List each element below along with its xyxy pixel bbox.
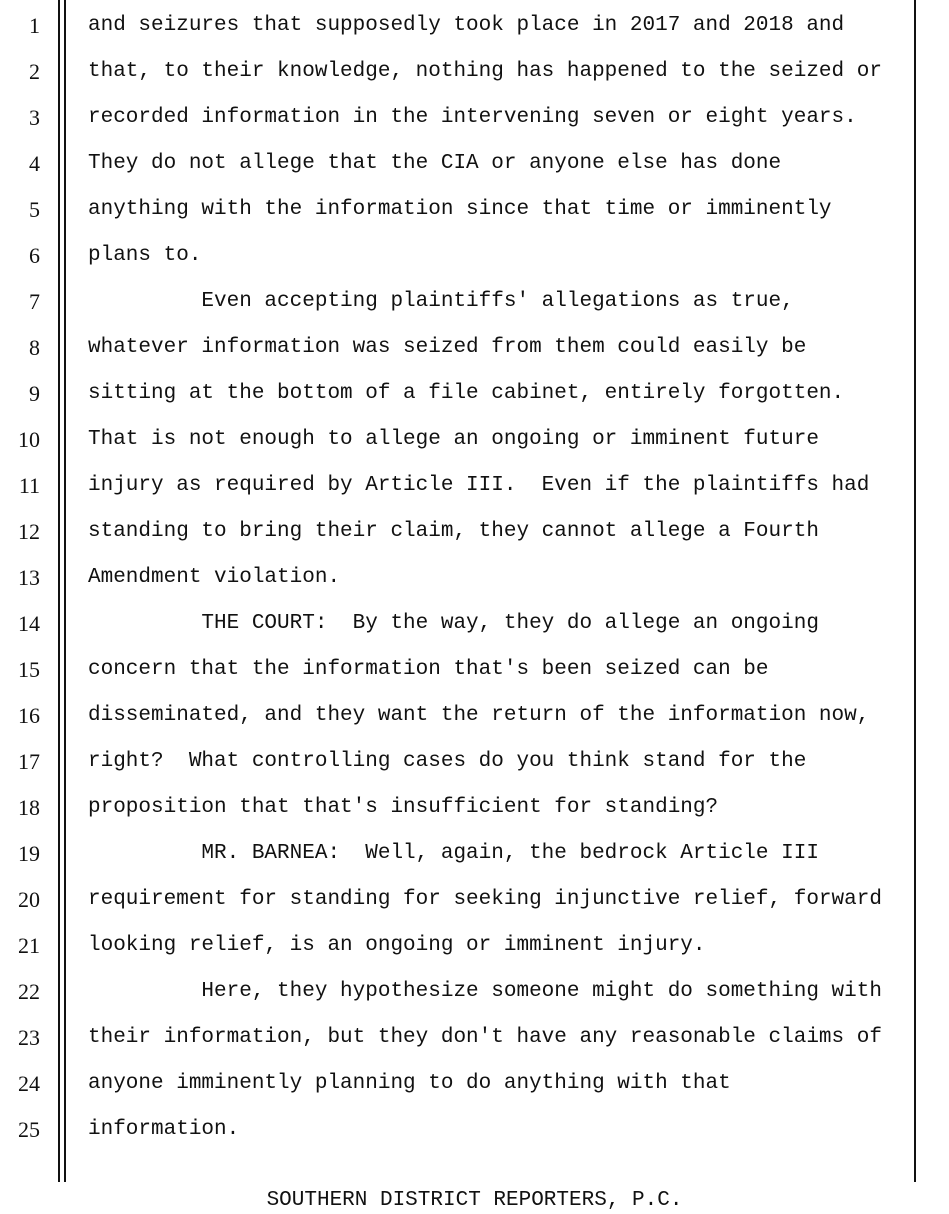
line-text: their information, but they don't have any reasonable claims of <box>88 1026 882 1049</box>
line-text: disseminated, and they want the return of the information now, <box>88 704 870 727</box>
line-number: 1 <box>29 13 40 38</box>
line-text: THE COURT: By the way, they do allege an ongoing <box>88 612 819 635</box>
transcript-line <box>0 787 949 833</box>
line-number: 15 <box>18 657 40 682</box>
line-number: 25 <box>18 1117 40 1142</box>
line-number: 3 <box>29 105 40 130</box>
line-text: looking relief, is an ongoing or imminent injury. <box>88 934 706 957</box>
line-text: proposition that that's insufficient for standing? <box>88 796 719 819</box>
transcript-line <box>0 695 949 741</box>
line-number: 16 <box>18 703 40 728</box>
transcript-line <box>0 51 949 97</box>
line-text: that, to their knowledge, nothing has happened to the seized or <box>88 60 882 83</box>
transcript-line <box>0 465 949 511</box>
line-number: 11 <box>18 473 40 498</box>
line-number: 20 <box>18 887 40 912</box>
line-text: That is not enough to allege an ongoing or imminent future <box>88 428 819 451</box>
line-number: 2 <box>29 59 40 84</box>
line-text: information. <box>88 1118 240 1141</box>
line-text: anything with the information since that time or imminently <box>88 198 832 221</box>
court-reporter-footer: SOUTHERN DISTRICT REPORTERS, P.C. <box>266 1189 683 1212</box>
transcript-line <box>0 511 949 557</box>
line-number: 17 <box>18 749 40 774</box>
line-text: They do not allege that the CIA or anyone else has done <box>88 152 782 175</box>
transcript-line <box>0 1017 949 1063</box>
line-number: 22 <box>18 979 40 1004</box>
line-text: and seizures that supposedly took place in 2017 and 2018 and <box>88 14 845 37</box>
transcript-line <box>0 281 949 327</box>
transcript-line <box>0 373 949 419</box>
line-text: injury as required by Article III. Even if the plaintiffs had <box>88 474 870 497</box>
line-number: 6 <box>29 243 40 268</box>
transcript-line <box>0 5 949 51</box>
line-number: 5 <box>29 197 40 222</box>
line-number: 19 <box>18 841 40 866</box>
transcript-line <box>0 879 949 925</box>
line-number: 7 <box>29 289 40 314</box>
line-text: sitting at the bottom of a file cabinet, entirely forgotten. <box>88 382 845 405</box>
line-text: plans to. <box>88 244 202 267</box>
line-text: MR. BARNEA: Well, again, the bedrock Article III <box>88 842 819 865</box>
line-text: Here, they hypothesize someone might do something with <box>88 980 882 1003</box>
line-number: 21 <box>18 933 40 958</box>
line-number: 14 <box>18 611 40 636</box>
transcript-line <box>0 419 949 465</box>
line-text: Even accepting plaintiffs' allegations as true, <box>88 290 794 313</box>
line-number: 23 <box>18 1025 40 1050</box>
line-text: concern that the information that's been seized can be <box>88 658 769 681</box>
transcript-line <box>0 1109 949 1155</box>
transcript-line <box>0 189 949 235</box>
transcript-line <box>0 741 949 787</box>
transcript-line <box>0 97 949 143</box>
transcript-lines <box>0 5 949 1155</box>
line-text: standing to bring their claim, they cannot allege a Fourth <box>88 520 819 543</box>
line-text: recorded information in the intervening seven or eight years. <box>88 106 857 129</box>
line-number: 12 <box>18 519 40 544</box>
transcript-line <box>0 925 949 971</box>
transcript-line <box>0 971 949 1017</box>
transcript-line <box>0 833 949 879</box>
transcript-line <box>0 1063 949 1109</box>
line-number: 10 <box>18 427 40 452</box>
line-number: 8 <box>29 335 40 360</box>
transcript-line <box>0 143 949 189</box>
transcript-line <box>0 557 949 603</box>
line-number: 24 <box>18 1071 40 1096</box>
line-number: 18 <box>18 795 40 820</box>
transcript-line <box>0 327 949 373</box>
line-number: 4 <box>29 151 40 176</box>
transcript-line <box>0 235 949 281</box>
line-number: 13 <box>18 565 40 590</box>
line-text: Amendment violation. <box>88 566 341 589</box>
transcript-line <box>0 649 949 695</box>
line-text: right? What controlling cases do you think stand for the <box>88 750 807 773</box>
line-text: requirement for standing for seeking injunctive relief, forward <box>88 888 882 911</box>
line-text: anyone imminently planning to do anything with that <box>88 1072 731 1095</box>
line-number: 9 <box>29 381 40 406</box>
transcript-line <box>0 603 949 649</box>
line-text: whatever information was seized from them could easily be <box>88 336 807 359</box>
